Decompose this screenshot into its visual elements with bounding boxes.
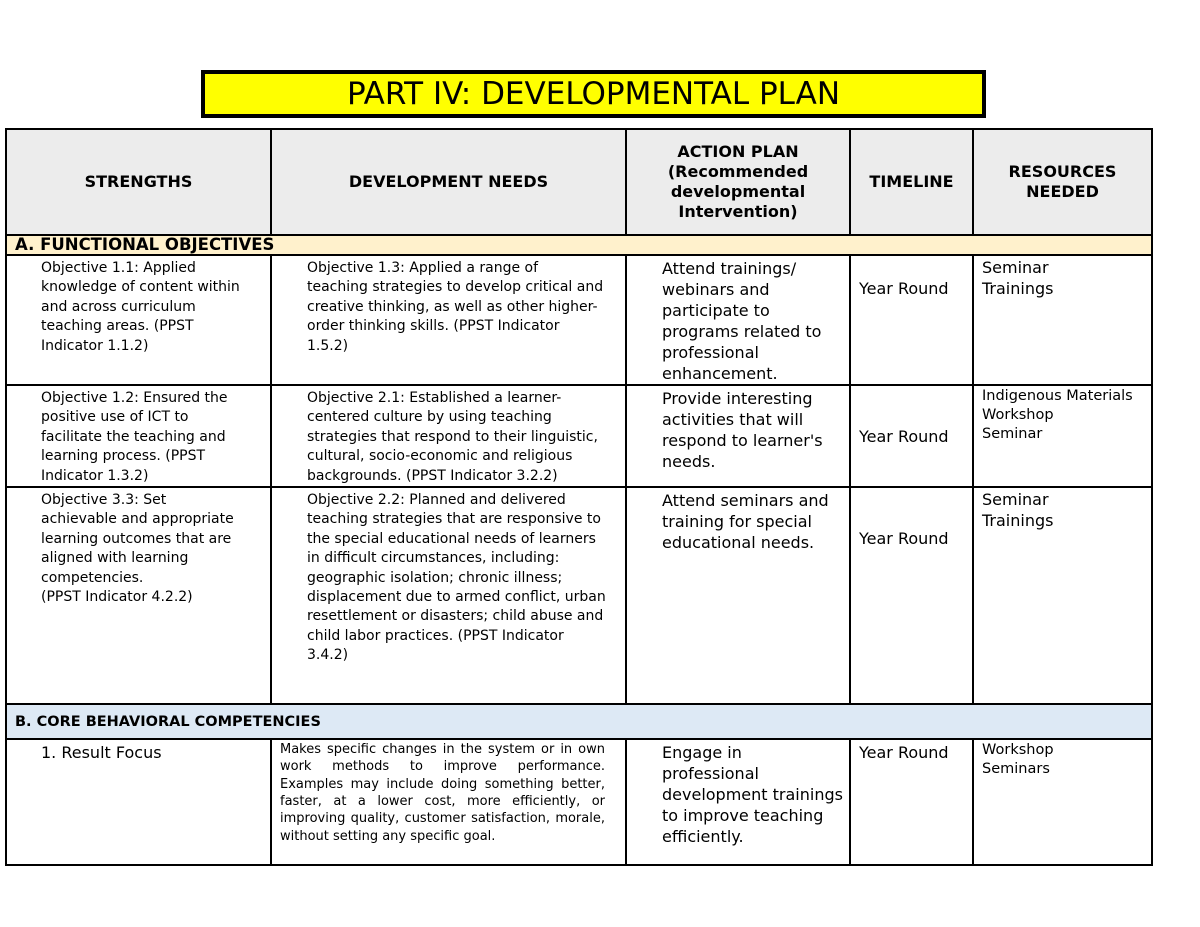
text-line: webinars and [662, 280, 770, 299]
text-line: resettlement or disasters; child abuse and [307, 608, 604, 625]
development-need-cell [271, 255, 626, 385]
action-plan-cell [626, 487, 850, 704]
text-line: strategies that respond to their linguistic, [307, 428, 598, 445]
text-line: teaching strategies that are responsive to [307, 511, 601, 528]
text-line: teaching strategies to develop critical and [307, 279, 604, 296]
text-line: achievable and appropriate [41, 511, 234, 528]
text-line: 3.4.2) [307, 647, 349, 664]
header-development-needs: DEVELOPMENT NEEDS [271, 129, 626, 235]
header-strengths: STRENGTHS [6, 129, 271, 235]
text-line: needs. [662, 452, 716, 471]
text-line: enhancement. [662, 364, 778, 383]
text-line: activities that will [662, 410, 804, 429]
development-need-cell: Makes specific changes in the system or in own work methods to improve performance. Examples may include doing something better, faster, at a lower cost, more efficiently, or improving quality, customer satisfaction, morale, without setting any specific goal. [271, 739, 626, 865]
header-resources-line: RESOURCES [1008, 162, 1117, 181]
text-line: knowledge of content within [41, 279, 240, 296]
text-line: Seminars [982, 761, 1050, 778]
strength-cell [6, 255, 271, 385]
text-line: efficiently. [662, 827, 744, 847]
text-line: Indigenous Materials [982, 388, 1133, 404]
text-line: aligned with learning [41, 550, 189, 567]
text-line: Trainings [982, 279, 1054, 298]
text-line: the special educational needs of learners [307, 530, 596, 547]
text-line: in difficult circumstances, including: [307, 550, 560, 567]
text-line: Objective 3.3: Set [41, 492, 167, 509]
timeline-cell: Year Round [850, 739, 973, 865]
section-a-label: A. FUNCTIONAL OBJECTIVES [6, 235, 1152, 255]
text-line: cultural, socio-economic and religious [307, 448, 573, 465]
text-line: Workshop [982, 407, 1054, 423]
text-line: backgrounds. (PPST Indicator 3.2.2) [307, 467, 558, 484]
header-row [6, 129, 1152, 235]
text-line: learning outcomes that are [41, 530, 232, 547]
timeline-cell: Year Round [850, 487, 973, 704]
header-resources [973, 129, 1152, 235]
text-line: centered culture by using teaching [307, 409, 552, 426]
text-line: to improve teaching [662, 806, 824, 826]
text-line: learning process. (PPST [41, 448, 206, 465]
text-line: displacement due to armed conflict, urban [307, 589, 606, 606]
text-line: participate to [662, 301, 770, 320]
timeline-cell: Year Round [850, 385, 973, 487]
resources-cell [973, 255, 1152, 385]
text-line: Workshop [982, 742, 1054, 759]
resources-cell [973, 739, 1152, 865]
section-core-behavioral-competencies [6, 704, 1152, 739]
text-line: (PPST Indicator 4.2.2) [41, 589, 193, 606]
text-line: Attend trainings/ [662, 259, 797, 278]
developmental-plan-table [5, 128, 1153, 866]
text-line: facilitate the teaching and [41, 428, 226, 445]
text-line: training for special [662, 512, 812, 532]
text-line: Attend seminars and [662, 491, 829, 511]
strength-cell [6, 487, 271, 704]
header-action-line: ACTION PLAN [677, 142, 799, 161]
development-need-cell [271, 487, 626, 704]
text-line: order thinking skills. (PPST Indicator [307, 318, 560, 335]
text-line: Objective 1.1: Applied [41, 260, 196, 276]
text-line: Objective 2.2: Planned and delivered [307, 492, 566, 509]
text-line: geographic isolation; chronic illness; [307, 569, 563, 586]
text-line: programs related to [662, 322, 822, 341]
header-action-plan [626, 129, 850, 235]
text-line: Seminar [982, 426, 1043, 442]
text-line: Objective 1.2: Ensured the [41, 390, 228, 406]
text-line: child labor practices. (PPST Indicator [307, 627, 564, 644]
development-need-cell [271, 385, 626, 487]
header-action-line: (Recommended [667, 162, 809, 181]
text-line: Engage in [662, 743, 742, 763]
text-line: professional [662, 343, 759, 362]
text-line: Objective 2.1: Established a learner- [307, 390, 562, 406]
text-line: professional [662, 764, 759, 784]
header-action-line: developmental [670, 182, 806, 201]
strength-cell [6, 385, 271, 487]
text-line: Objective 1.3: Applied a range of [307, 260, 539, 276]
text-line: respond to learner's [662, 431, 823, 450]
table-row [6, 255, 1152, 385]
table-row [6, 739, 1152, 865]
timeline-cell: Year Round [850, 255, 973, 385]
page-title: PART IV: DEVELOPMENTAL PLAN [201, 70, 986, 118]
text-line: Seminar [982, 490, 1049, 510]
text-line: 1.5.2) [307, 337, 349, 354]
text-line: Seminar [982, 258, 1049, 277]
strength-cell: 1. Result Focus [6, 739, 271, 865]
header-resources-line: NEEDED [1026, 182, 1099, 201]
action-plan-cell [626, 385, 850, 487]
section-functional-objectives [6, 235, 1152, 255]
action-plan-cell [626, 255, 850, 385]
text-line: teaching areas. (PPST [41, 318, 194, 335]
text-line: Trainings [982, 511, 1054, 531]
text-line: competencies. [41, 569, 144, 586]
section-b-label: B. CORE BEHAVIORAL COMPETENCIES [6, 704, 1152, 739]
text-line: and across curriculum [41, 298, 196, 315]
text-line: Indicator 1.1.2) [41, 337, 149, 354]
text-line: development trainings [662, 785, 843, 805]
text-line: Indicator 1.3.2) [41, 467, 149, 484]
table-row [6, 487, 1152, 704]
text-line: creative thinking, as well as other higher- [307, 298, 598, 315]
resources-cell [973, 487, 1152, 704]
text-line: educational needs. [662, 533, 815, 553]
table-row [6, 385, 1152, 487]
header-timeline: TIMELINE [850, 129, 973, 235]
text-line: Provide interesting [662, 389, 813, 408]
action-plan-cell [626, 739, 850, 865]
resources-cell [973, 385, 1152, 487]
text-line: positive use of ICT to [41, 409, 189, 426]
header-action-line: Intervention) [678, 202, 798, 221]
